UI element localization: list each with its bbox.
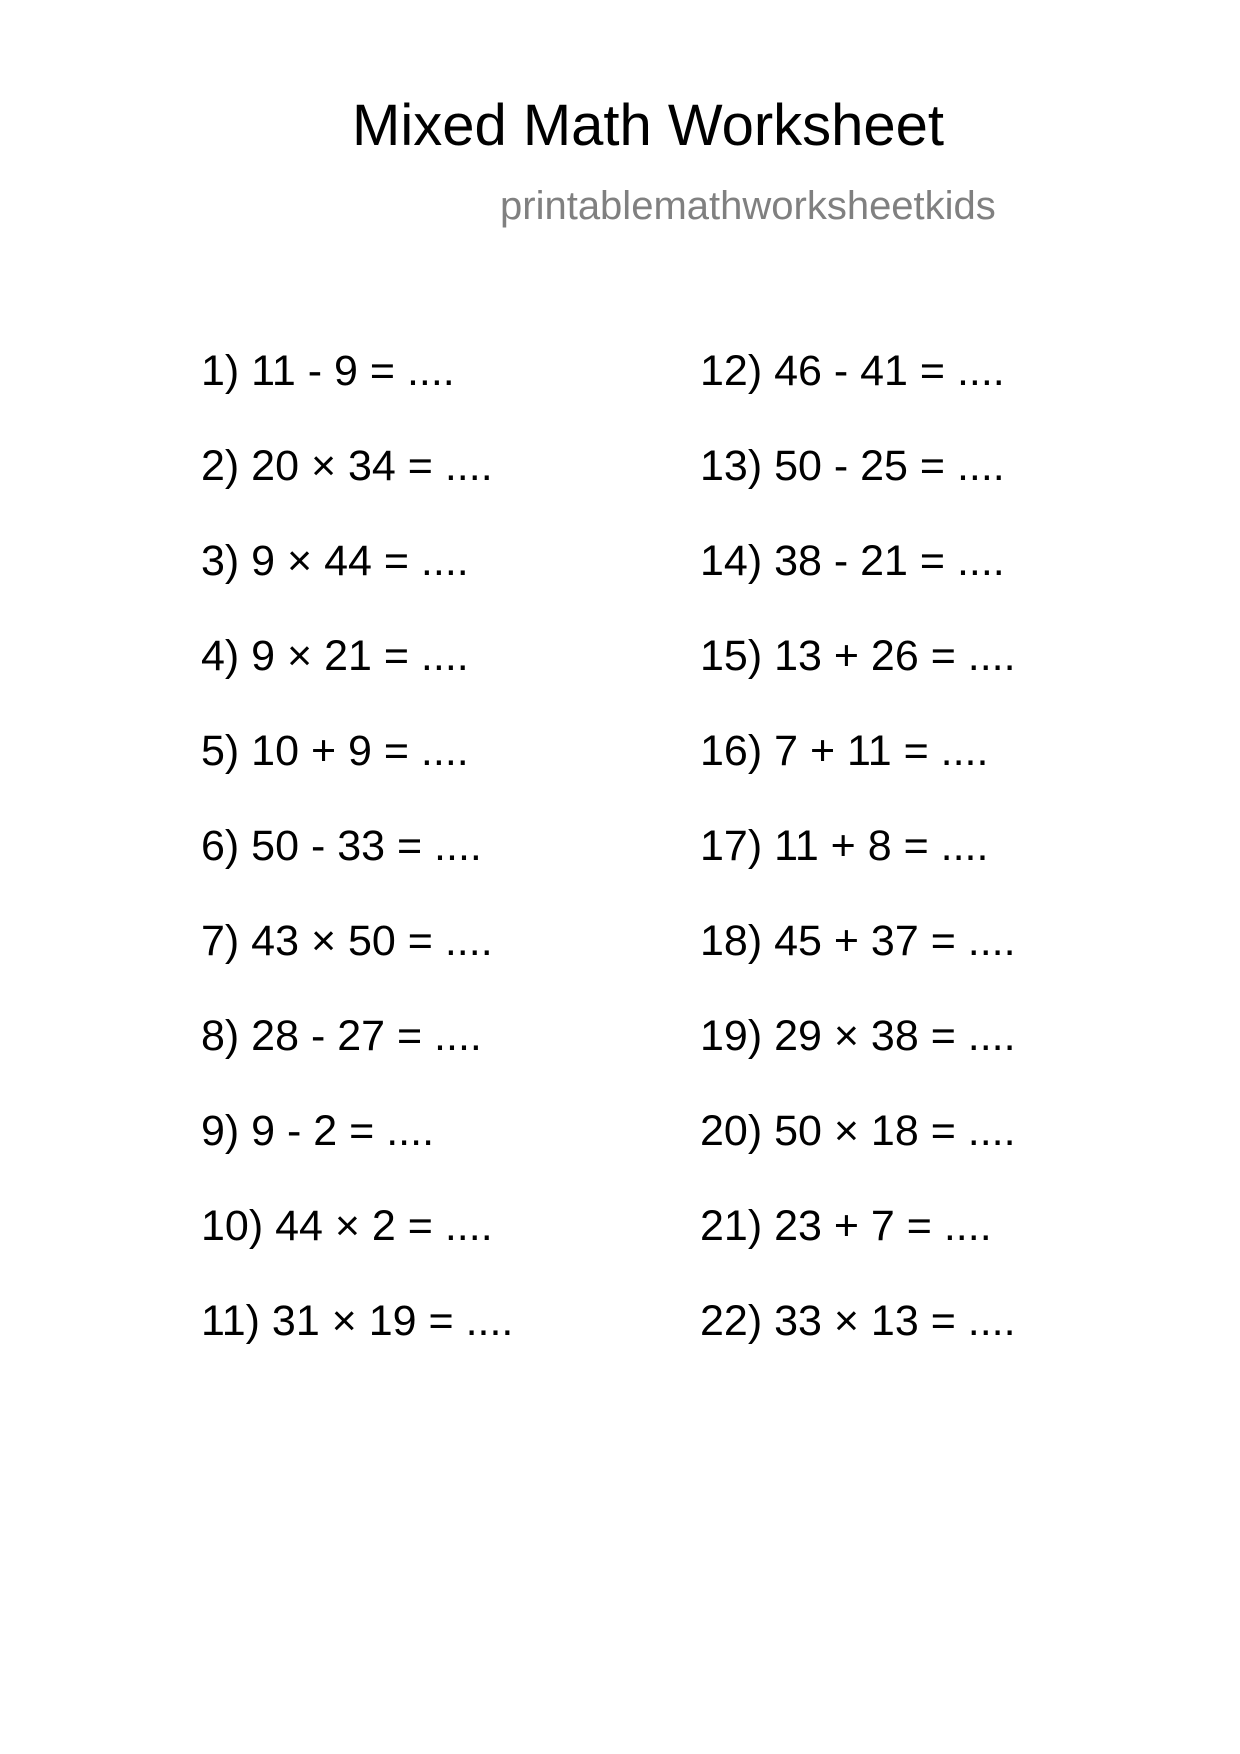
problem-12: 12) 46 - 41 = .... xyxy=(700,347,1005,395)
worksheet-source: printablemathworksheetkids xyxy=(500,184,996,228)
problem-14: 14) 38 - 21 = .... xyxy=(700,537,1005,585)
problem-9: 9) 9 - 2 = .... xyxy=(201,1107,435,1155)
problem-4: 4) 9 × 21 = .... xyxy=(201,632,469,680)
problem-19: 19) 29 × 38 = .... xyxy=(700,1012,1016,1060)
problem-18: 18) 45 + 37 = .... xyxy=(700,917,1016,965)
problem-column-left xyxy=(201,347,514,1395)
problem-10: 10) 44 × 2 = .... xyxy=(201,1202,493,1250)
problem-7: 7) 43 × 50 = .... xyxy=(201,917,493,965)
problem-20: 20) 50 × 18 = .... xyxy=(700,1107,1016,1155)
problem-22: 22) 33 × 13 = .... xyxy=(700,1297,1016,1345)
problem-6: 6) 50 - 33 = .... xyxy=(201,822,482,870)
problem-15: 15) 13 + 26 = .... xyxy=(700,632,1016,680)
problem-3: 3) 9 × 44 = .... xyxy=(201,537,469,585)
problem-5: 5) 10 + 9 = .... xyxy=(201,727,469,775)
problem-1: 1) 11 - 9 = .... xyxy=(201,347,455,395)
problem-11: 11) 31 × 19 = .... xyxy=(201,1297,514,1345)
problem-17: 17) 11 + 8 = .... xyxy=(700,822,989,870)
worksheet-title: Mixed Math Worksheet xyxy=(352,93,945,158)
problem-column-right xyxy=(700,347,1016,1395)
problem-16: 16) 7 + 11 = .... xyxy=(700,727,989,775)
problem-8: 8) 28 - 27 = .... xyxy=(201,1012,482,1060)
problem-21: 21) 23 + 7 = .... xyxy=(700,1202,992,1250)
problem-13: 13) 50 - 25 = .... xyxy=(700,442,1005,490)
problem-2: 2) 20 × 34 = .... xyxy=(201,442,493,490)
